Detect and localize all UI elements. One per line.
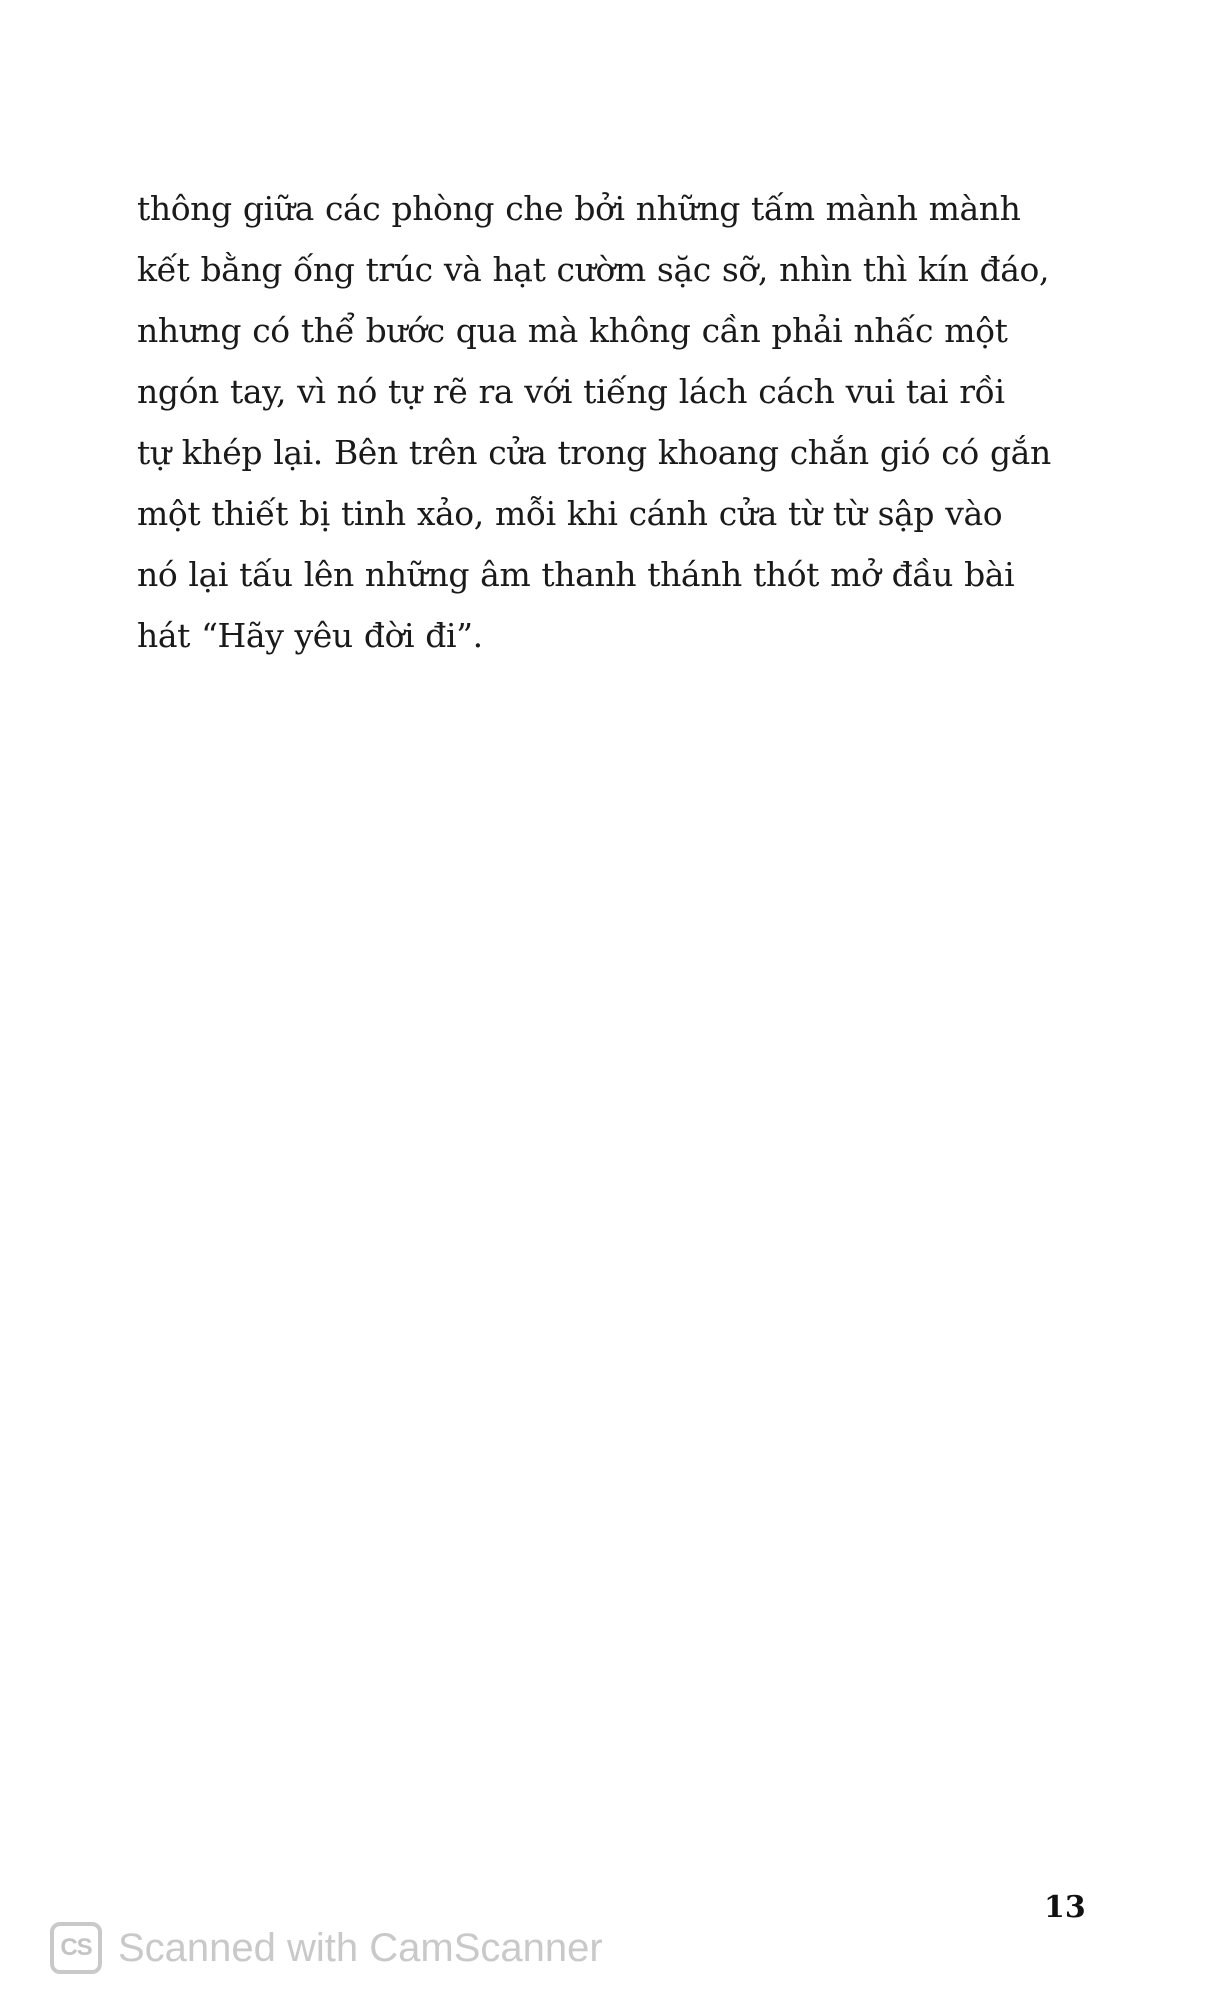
text-line: kết bằng ống trúc và hạt cườm sặc sỡ, nhìn thì kín đáo,	[137, 250, 1050, 289]
text-line: hát “Hãy yêu đời đi”.	[137, 616, 483, 655]
watermark-text: Scanned with CamScanner	[118, 1926, 603, 1970]
text-line: một thiết bị tinh xảo, mỗi khi cánh cửa từ từ sập vào	[137, 494, 1003, 533]
body-paragraph	[137, 178, 1097, 666]
text-line: nó lại tấu lên những âm thanh thánh thót mở đầu bài	[137, 555, 1015, 594]
camscanner-logo-icon: CS	[50, 1922, 102, 1974]
page-number: 13	[1044, 1890, 1086, 1925]
text-line: ngón tay, vì nó tự rẽ ra với tiếng lách cách vui tai rồi	[137, 372, 1005, 411]
text-line: tự khép lại. Bên trên cửa trong khoang chắn gió có gắn	[137, 433, 1051, 472]
text-line: thông giữa các phòng che bởi những tấm mành mành	[137, 189, 1021, 228]
camscanner-watermark	[50, 1918, 603, 1978]
text-line: nhưng có thể bước qua mà không cần phải nhấc một	[137, 311, 1008, 350]
